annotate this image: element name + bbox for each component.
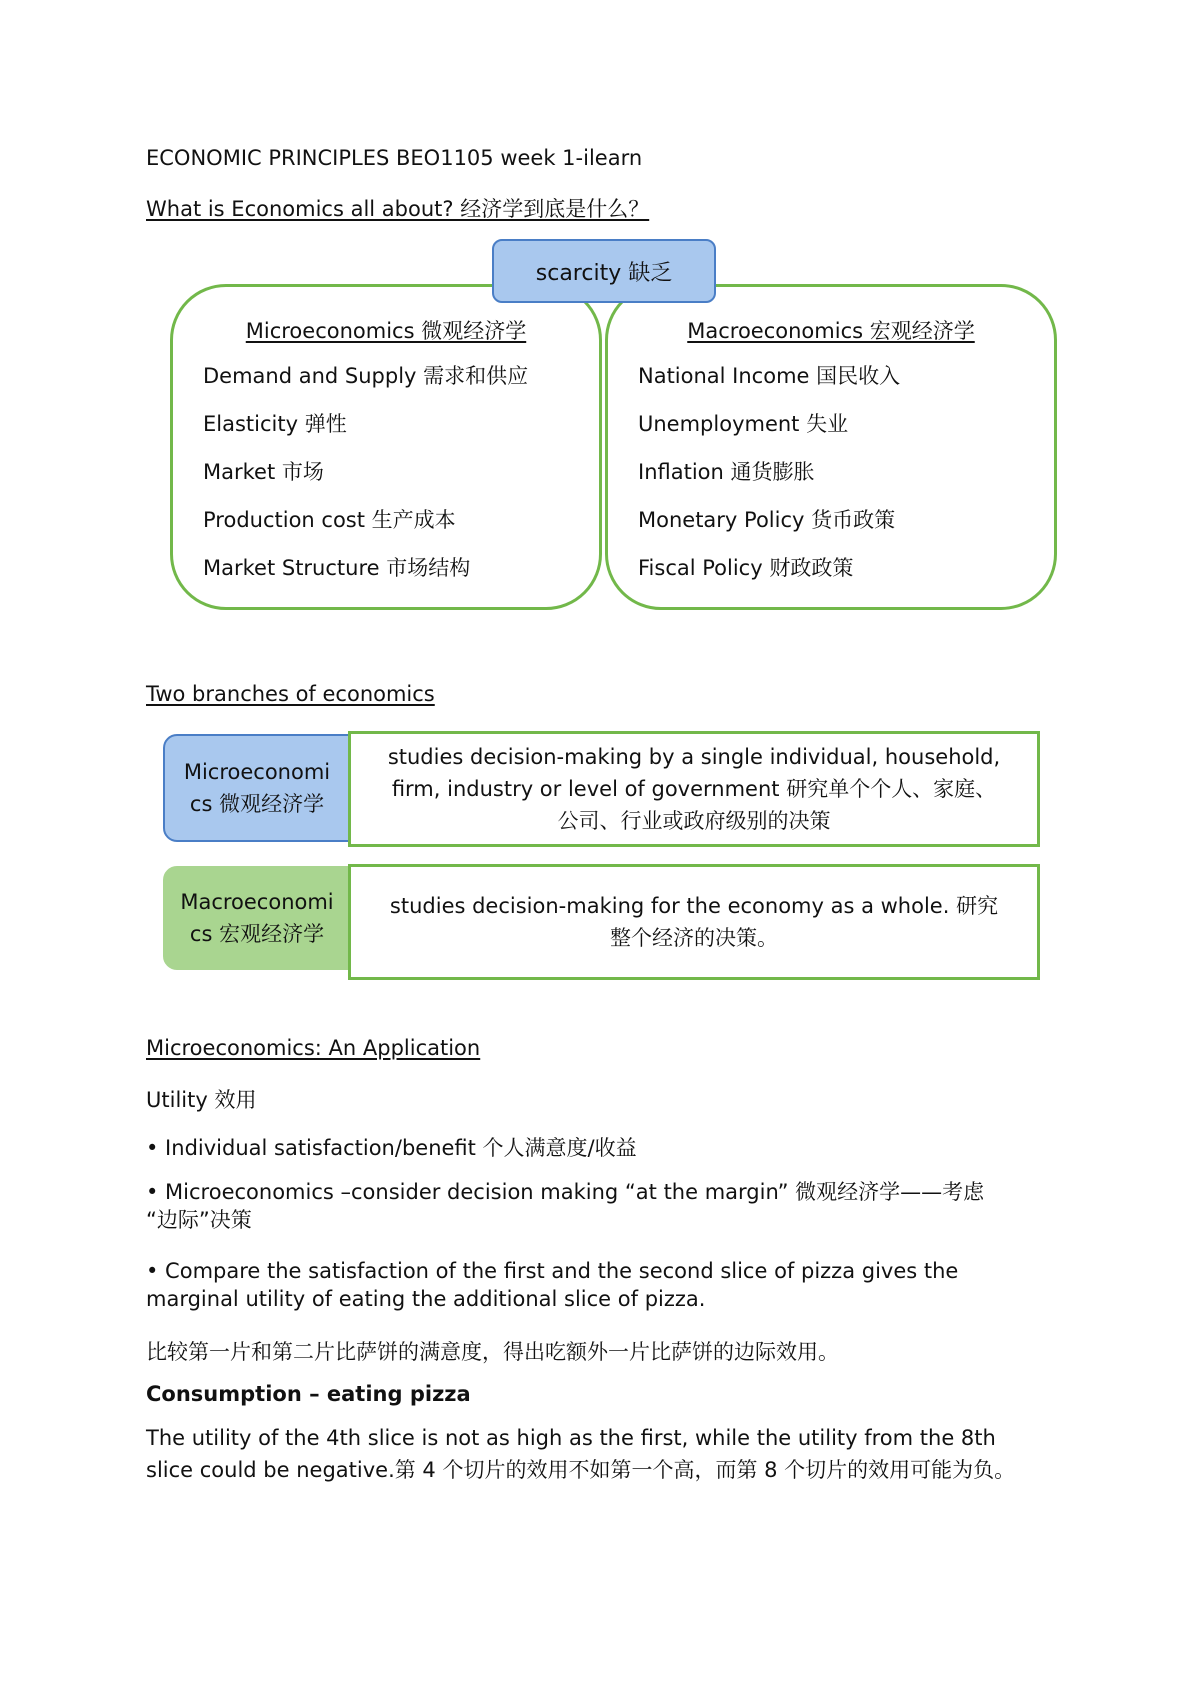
macro-label-line: cs 宏观经济学 bbox=[189, 922, 325, 946]
micro-desc-line: 公司、行业或政府级别的决策 bbox=[557, 809, 831, 833]
micro-label-line: Microeconomi bbox=[183, 760, 331, 784]
micro-branch-description bbox=[348, 731, 1040, 847]
list-item: Market Structure 市场结构 bbox=[203, 556, 471, 580]
bullet-margin bbox=[146, 1178, 1066, 1234]
document-title: ECONOMIC PRINCIPLES BEO1105 week 1-ilearn bbox=[146, 146, 643, 170]
paragraph-line: The utility of the 4th slice is not as high as the first, while the utility from the 8th bbox=[146, 1426, 996, 1450]
macro-desc-line: 整个经济的决策。 bbox=[610, 926, 778, 950]
list-item: Production cost 生产成本 bbox=[203, 508, 456, 532]
micro-topics-list bbox=[203, 363, 528, 603]
bullet-satisfaction: • Individual satisfaction/benefit 个人满意度/收益 bbox=[146, 1136, 637, 1160]
list-item: Market 市场 bbox=[203, 460, 324, 484]
macroeconomics-bubble bbox=[605, 284, 1057, 610]
micro-desc-line: studies decision-making by a single individual, household, bbox=[387, 745, 1001, 769]
application-heading: Microeconomics: An Application bbox=[146, 1036, 481, 1060]
micro-topics-heading: Microeconomics 微观经济学 bbox=[245, 319, 527, 343]
macro-topics-heading: Macroeconomics 宏观经济学 bbox=[687, 319, 975, 343]
micro-desc-line: firm, industry or level of government 研究单个个人、家庭、 bbox=[391, 777, 997, 801]
list-item: National Income 国民收入 bbox=[638, 364, 901, 388]
intro-question: What is Economics all about? 经济学到底是什么？ bbox=[146, 197, 650, 221]
bullet-compare bbox=[146, 1257, 1066, 1313]
microeconomics-bubble bbox=[170, 284, 602, 610]
macro-topics-list bbox=[638, 363, 900, 603]
paragraph-line: slice could be negative.第 4 个切片的效用不如第一个高，而第 8 个切片的效用可能为负。 bbox=[146, 1458, 1016, 1482]
bullet-line: “边际”决策 bbox=[146, 1208, 252, 1232]
list-item: Demand and Supply 需求和供应 bbox=[203, 364, 529, 388]
macro-desc-line: studies decision-making for the economy as a whole. 研究 bbox=[389, 894, 999, 918]
consumption-paragraph bbox=[146, 1422, 1066, 1486]
utility-label: Utility 效用 bbox=[146, 1088, 257, 1112]
chinese-compare-line: 比较第一片和第二片比萨饼的满意度，得出吃额外一片比萨饼的边际效用。 bbox=[146, 1340, 839, 1364]
micro-label-line: cs 微观经济学 bbox=[189, 792, 325, 816]
list-item: Unemployment 失业 bbox=[638, 412, 849, 436]
micro-branch-label bbox=[163, 734, 351, 842]
macro-label-line: Macroeconomi bbox=[180, 890, 334, 914]
bullet-line: • Compare the satisfaction of the first and the second slice of pizza gives the bbox=[146, 1259, 959, 1283]
bullet-line: marginal utility of eating the additional slice of pizza. bbox=[146, 1287, 706, 1311]
branches-heading: Two branches of economics bbox=[146, 682, 435, 706]
macro-branch-label bbox=[163, 866, 351, 970]
list-item: Inflation 通货膨胀 bbox=[638, 460, 815, 484]
bullet-line: • Microeconomics –consider decision making “at the margin” 微观经济学——考虑 bbox=[146, 1180, 985, 1204]
list-item: Monetary Policy 货币政策 bbox=[638, 508, 896, 532]
macro-branch-description bbox=[348, 864, 1040, 980]
consumption-heading: Consumption – eating pizza bbox=[146, 1382, 471, 1406]
list-item: Elasticity 弹性 bbox=[203, 412, 347, 436]
scarcity-box: scarcity 缺乏 bbox=[492, 239, 716, 303]
list-item: Fiscal Policy 财政政策 bbox=[638, 556, 854, 580]
